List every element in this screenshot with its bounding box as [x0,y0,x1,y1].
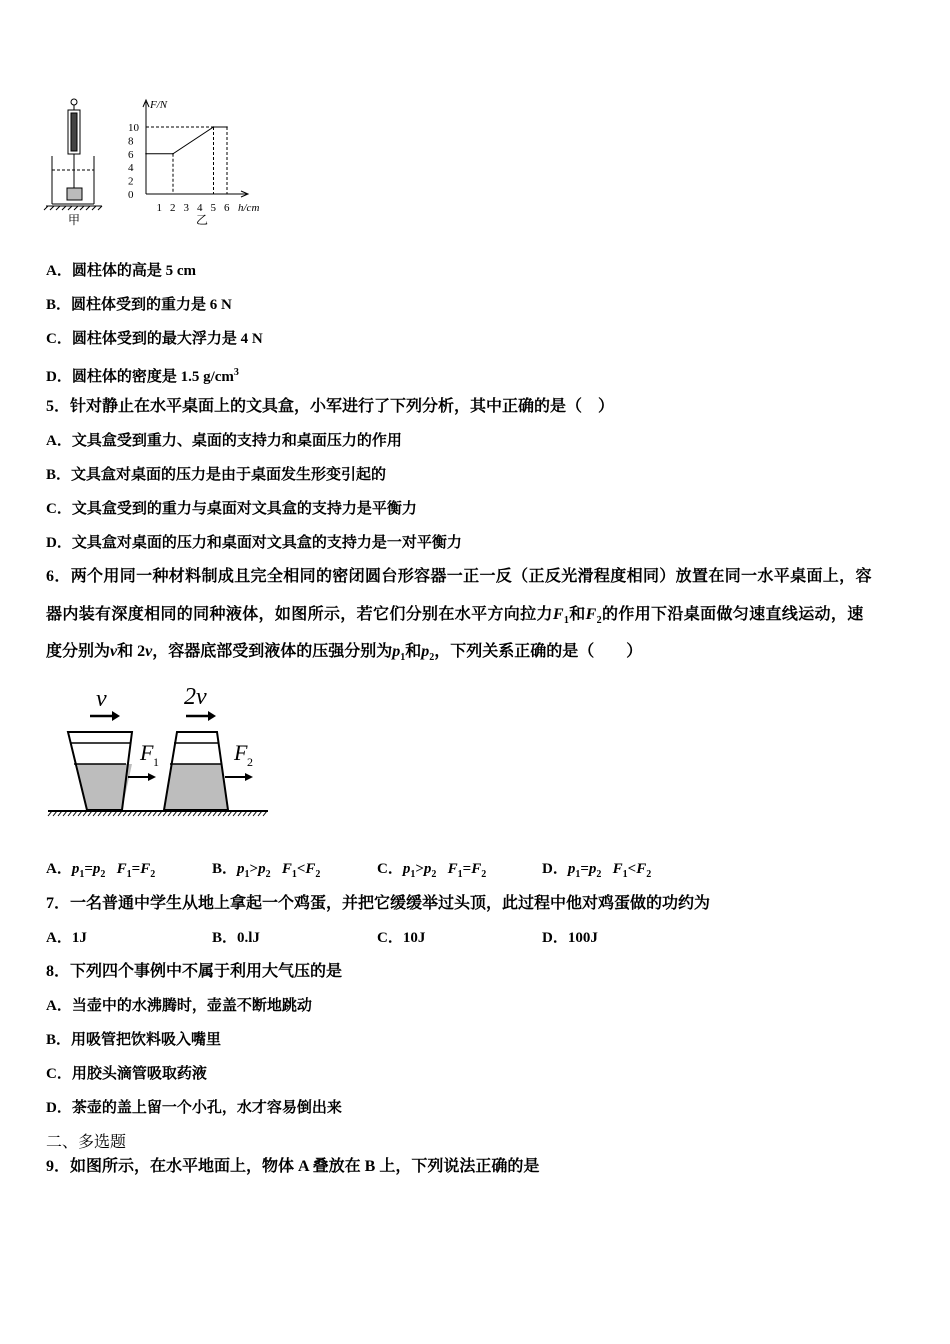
q8-option-b[interactable]: B．用吸管把饮料吸入嘴里 [46,1032,222,1048]
sub: 2 [596,869,602,880]
ground [48,811,268,816]
option-text: 圆柱体的密度是 1.5 g/cm [71,369,234,385]
sub: 2 [646,869,652,880]
var-F: F [552,606,564,623]
var-F: F [281,861,292,877]
var-F: F [585,606,597,623]
x-tick-label: 6 [224,202,230,214]
q8-option-d[interactable]: D．茶壶的盖上留一个小孔，水才容易倒出来 [46,1100,342,1116]
q6-stem-line1: 6．两个用同一种材料制成且完全相同的密闭圆台形容器一正一反（正反光滑程度相同）放置在同一水平桌面上，容 [46,568,872,585]
x-tick-labels [157,202,231,214]
var-p: p [392,643,401,660]
y-tick-label: 8 [128,135,134,148]
data-point [145,153,147,155]
q4-option-b[interactable] [46,295,232,315]
var-p: p [92,861,101,877]
q6-option-c[interactable] [377,859,486,885]
var-p: p [567,861,576,877]
q8-stem: 8．下列四个事例中不属于利用大气压的是 [46,963,343,980]
q4-option-d[interactable] [46,363,239,387]
x-tick-label: 1 [156,202,162,214]
var-F: F [140,861,151,877]
sub: 1 [291,869,297,880]
q6-stem-line3 [46,642,642,668]
option-letter: D． [542,861,568,877]
q6-option-b[interactable] [212,859,320,885]
text: 器内装有深度相同的同种液体，如图所示，若它们分别在水平方向拉力 [46,606,553,623]
y-tick-label: 4 [128,162,134,175]
y-axis-label: F/N [150,99,168,111]
y-tick-label: 6 [128,148,134,161]
force-sub-2: 2 [247,755,253,769]
container-1 [68,732,132,810]
sub: 1 [563,615,570,627]
sub: 1 [575,869,581,880]
var-p: p [71,861,80,877]
q7-option-d[interactable]: D．100J [542,930,598,946]
var-p: p [423,861,432,877]
section-heading: 二、多选题 [46,1134,127,1151]
y-tick-label: 0 [128,189,134,201]
y-tick-label: 10 [128,122,139,134]
sub: 2 [431,869,437,880]
text: 和 [405,643,422,660]
q5-option-b[interactable]: B．文具盒对桌面的压力是由于桌面发生形变引起的 [46,467,387,483]
option-letter: B． [212,861,238,877]
relation: = [462,861,472,877]
x-tick-label: 3 [183,202,189,214]
var-p: p [588,861,597,877]
sub: 2 [100,869,106,880]
var-p: p [237,861,245,877]
q7-option-b[interactable]: B．0.lJ [212,930,260,946]
x-tick-label: 2 [170,202,176,214]
y-tick-label: 2 [128,175,134,188]
figure-spring-scale-and-graph [40,94,280,234]
q7-option-c[interactable]: C．10J [377,930,426,946]
q7-stem: 7．一名普通中学生从地上拿起一个鸡蛋，并把它缓缓举过头顶，此过程中他对鸡蛋做的功约为 [46,895,711,912]
x-axis-label: h/cm [238,202,260,214]
q7-option-a[interactable]: A．1J [46,930,87,946]
var-p: p [402,861,411,877]
option-letter: A． [46,263,72,279]
q5-option-d[interactable]: D．文具盒对桌面的压力和桌面对文具盒的支持力是一对平衡力 [46,535,462,551]
label-yi: 乙 [196,213,209,227]
sub: 1 [244,869,250,880]
q6-stem-line2 [46,605,864,631]
var-F: F [447,861,458,877]
q8-option-c[interactable]: C．用胶头滴管吸取药液 [46,1066,207,1082]
sub: 2 [481,869,487,880]
option-letter: B． [46,297,72,313]
var-v: v [110,643,118,660]
option-letter: A． [46,861,72,877]
force-label-f1: F [140,740,154,765]
unit-superscript: 3 [233,367,239,378]
relation: = [580,861,589,877]
sub: 2 [315,869,321,880]
sub: 2 [596,615,602,627]
q5-stem: 5．针对静止在水平桌面上的文具盒，小军进行了下列分析，其中正确的是（ ） [46,398,615,415]
sub: 1 [400,652,406,664]
figure-containers [44,674,276,824]
option-text: 圆柱体的高是 5 cm [71,263,196,279]
text: 和 2 [117,643,146,660]
sub: 1 [622,869,628,880]
relation: < [296,861,306,877]
var-F: F [305,861,316,877]
var-F: F [471,861,482,877]
text: 和 [569,606,586,623]
option-letter: C． [46,331,72,347]
sub: 1 [410,869,416,880]
q4-option-a[interactable] [46,261,196,281]
force-label-f2: F [234,740,248,765]
sub: 2 [150,869,156,880]
var-v: v [145,643,153,660]
relation: = [84,861,93,877]
x-tick-label: 5 [210,202,216,214]
var-p: p [258,861,266,877]
option-text: 圆柱体受到的重力是 6 N [71,297,232,313]
label-jia: 甲 [68,213,81,227]
q9-stem: 9．如图所示，在水平地面上，物体 A 叠放在 B 上，下列说法正确的是 [46,1158,540,1175]
var-F: F [116,861,127,877]
sub: 1 [126,869,132,880]
sub: 1 [457,869,463,880]
x-tick-label: 4 [197,202,203,214]
velocity-label-v: v [96,686,107,712]
velocity-label-2v: 2v [184,684,207,710]
graph-axes [143,100,248,197]
force-sub-1: 1 [153,755,159,769]
series-line [146,127,227,154]
container-2 [164,732,228,810]
option-text: 圆柱体受到的最大浮力是 4 N [71,331,263,347]
data-point [226,126,228,128]
q8-option-a[interactable]: A．当壶中的水沸腾时，壶盖不断地跳动 [46,998,312,1014]
var-F: F [612,861,623,877]
var-F: F [636,861,647,877]
text: ，下列关系正确的是（ ） [434,643,643,660]
y-tick-labels [128,122,140,201]
option-letter: C． [377,861,403,877]
q5-option-a[interactable]: A．文具盒受到重力、桌面的支持力和桌面压力的作用 [46,433,402,449]
q6-option-d[interactable] [542,859,651,885]
q5-option-c[interactable]: C．文具盒受到的重力与桌面对文具盒的支持力是平衡力 [46,501,417,517]
sub: 2 [429,652,435,664]
q6-option-a[interactable] [46,859,155,885]
relation: = [131,861,141,877]
q4-option-c[interactable] [46,329,263,349]
data-point [172,153,174,155]
option-letter: D． [46,369,72,385]
relation: < [627,861,637,877]
chart-series [145,126,228,194]
data-point [213,126,215,128]
text: 度分别为 [46,643,111,660]
sub: 2 [265,869,271,880]
sub: 1 [79,869,85,880]
spring-scale-apparatus [44,99,102,210]
text: ，容器底部受到液体的压强分别为 [152,643,393,660]
var-p: p [421,643,430,660]
relation: > [249,861,259,877]
relation: > [415,861,424,877]
text: 的作用下沿桌面做匀速直线运动，速 [602,606,864,623]
